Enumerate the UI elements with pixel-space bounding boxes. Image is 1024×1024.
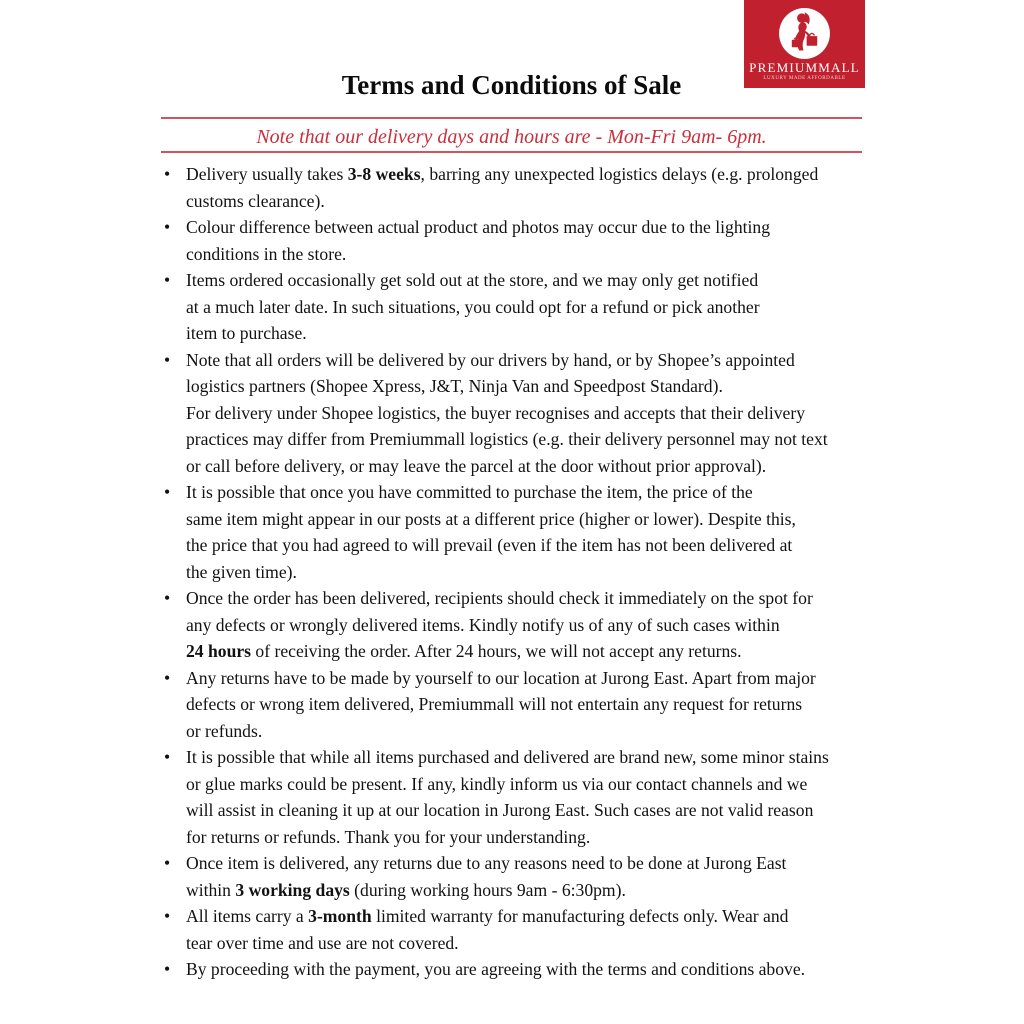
term-item	[161, 161, 877, 214]
term-item	[161, 214, 877, 267]
bullet-icon: •	[164, 906, 171, 926]
term-line: defects or wrong item delivered, Premiummall will not entertain any request for returns	[186, 694, 803, 714]
term-line: or refunds.	[186, 720, 263, 741]
bullet-icon: •	[164, 217, 171, 237]
term-line: conditions in the store.	[186, 243, 347, 264]
bullet-icon: •	[164, 747, 171, 767]
term-line: All items carry a 3-month limited warranty for manufacturing defects only. Wear and	[186, 906, 789, 926]
terms-list	[161, 161, 877, 983]
term-item	[161, 665, 877, 745]
term-line: practices may differ from Premiummall logistics (e.g. their delivery personnel may not text	[186, 429, 828, 449]
bullet-icon: •	[164, 588, 171, 608]
term-item	[161, 956, 877, 983]
term-item	[161, 850, 877, 903]
term-line: For delivery under Shopee logistics, the buyer recognises and accepts that their delivery	[186, 402, 806, 423]
term-line: will assist in cleaning it up at our location in Jurong East. Such cases are not valid reason	[186, 800, 814, 820]
term-line: Colour difference between actual product and photos may occur due to the lighting	[186, 217, 770, 237]
term-line: Any returns have to be made by yourself to our location at Jurong East. Apart from major	[186, 667, 816, 688]
logo-brand-name: PREMIUMMALL	[749, 60, 860, 75]
page-title: Terms and Conditions of Sale	[341, 70, 682, 100]
delivery-note: Note that our delivery days and hours are - Mon-Fri 9am- 6pm.	[256, 126, 767, 148]
term-line: 24 hours of receiving the order. After 24 hours, we will not accept any returns.	[186, 641, 742, 661]
term-item	[161, 267, 877, 347]
term-line: or glue marks could be present. If any, kindly inform us via our contact channels and we	[186, 773, 808, 794]
term-line: within 3 working days (during working hours 9am - 6:30pm).	[186, 879, 626, 900]
bullet-icon: •	[164, 853, 171, 873]
term-line: the given time).	[186, 561, 297, 582]
term-item	[161, 585, 877, 665]
term-line: the price that you had agreed to will prevail (even if the item has not been delivered at	[186, 535, 793, 555]
term-item	[161, 347, 877, 480]
term-line: Note that all orders will be delivered by our drivers by hand, or by Shopee’s appointed	[186, 349, 795, 370]
term-line: for returns or refunds. Thank you for your understanding.	[186, 826, 591, 847]
bullet-icon: •	[164, 959, 171, 979]
term-line: at a much later date. In such situations, you could opt for a refund or pick another	[186, 296, 760, 317]
shopper-silhouette-icon	[778, 7, 831, 60]
term-line: It is possible that once you have committed to purchase the item, the price of the	[186, 482, 753, 502]
term-line: same item might appear in our posts at a different price (higher or lower). Despite this,	[186, 508, 796, 529]
term-line: customs clearance).	[186, 190, 325, 211]
bullet-icon: •	[164, 482, 171, 502]
term-line: any defects or wrongly delivered items. Kindly notify us of any of such cases within	[186, 614, 780, 635]
logo-tagline: LUXURY MADE AFFORDABLE	[763, 76, 846, 81]
term-line: tear over time and use are not covered.	[186, 932, 459, 953]
bullet-icon: •	[164, 164, 171, 184]
top-divider	[161, 117, 862, 119]
bottom-divider	[161, 151, 862, 153]
term-line: By proceeding with the payment, you are agreeing with the terms and conditions above.	[186, 959, 806, 979]
term-line: Once the order has been delivered, recipients should check it immediately on the spot for	[186, 588, 813, 608]
term-line: It is possible that while all items purchased and delivered are brand new, some minor stains	[186, 747, 829, 767]
bullet-icon: •	[164, 270, 171, 290]
term-item	[161, 744, 877, 850]
term-line: Delivery usually takes 3-8 weeks, barring any unexpected logistics delays (e.g. prolonged	[186, 164, 819, 184]
term-item	[161, 903, 877, 956]
term-item	[161, 479, 877, 585]
term-line: or call before delivery, or may leave the parcel at the door without prior approval).	[186, 455, 767, 476]
term-line: logistics partners (Shopee Xpress, J&T, Ninja Van and Speedpost Standard).	[186, 376, 723, 396]
term-line: Items ordered occasionally get sold out at the store, and we may only get notified	[186, 270, 759, 290]
bullet-icon: •	[164, 667, 171, 688]
term-line: item to purchase.	[186, 323, 307, 343]
bullet-icon: •	[164, 349, 171, 370]
term-line: Once item is delivered, any returns due to any reasons need to be done at Jurong East	[186, 853, 787, 873]
